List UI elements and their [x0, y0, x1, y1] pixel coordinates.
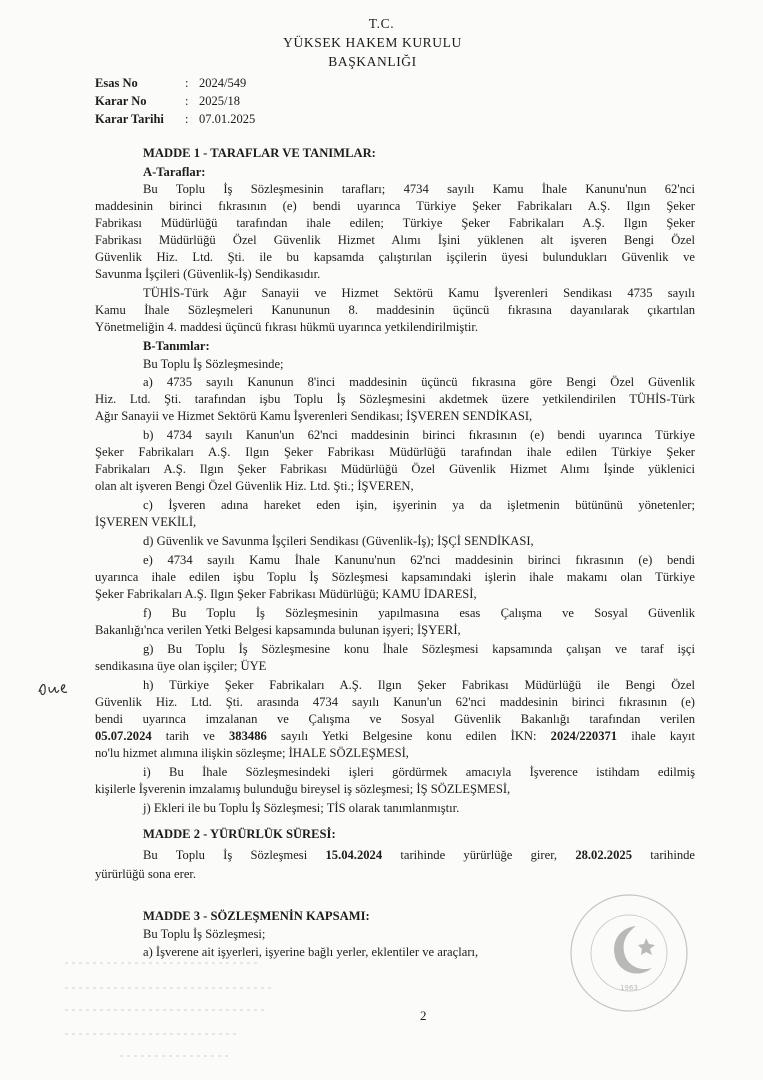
paragraph-line: Bu Toplu İş Sözleşmesi 15.04.2024 tarihinde yürürlüğe girer, 28.02.2025 tarihinde: [143, 848, 696, 862]
meta-label: Esas No: [95, 76, 138, 90]
meta-colon: :: [185, 76, 189, 90]
paragraph-line: yürürlüğü sona erer.: [95, 867, 197, 881]
paragraph-line: Kamu İhale Sözleşmeleri Kanununun 8. maddesinin üçüncü fıkrasına dayanılarak çıkartılan: [95, 303, 695, 317]
paragraph-line: Bu Toplu İş Sözleşmesi;: [143, 927, 266, 941]
definition-line: f) Bu Toplu İş Sözleşmesinin yapılmasına esas Çalışma ve Sosyal Güvenlik: [143, 606, 695, 620]
meta-row-tarih: [95, 110, 255, 128]
definition-line: Fabrikaları A.Ş. Ilgın Şeker Fabrikası Müdürlüğü Özel Güvenlik Hizmet Alımı İşinde yüklenici: [95, 462, 695, 476]
definition-line: kişilerle İşverenin imzalamış bulunduğu bireysel iş sözleşmesi; İŞ SÖZLEŞMESİ,: [95, 782, 511, 796]
paragraph-line: Yönetmeliğin 4. maddesi üçüncü fıkrası hükmü uyarınca yetkilendirilmiştir.: [95, 320, 478, 334]
case-metadata: [95, 74, 255, 128]
faint-bleed-through-text: [60, 948, 290, 1068]
official-seal: [566, 890, 692, 1016]
meta-value: 07.01.2025: [199, 112, 256, 126]
definition-line: b) 4734 sayılı Kanun'un 62'nci maddesinin birinci fıkrasının (e) bendi uyarınca Türkiye: [143, 428, 695, 442]
definition-line: Güvenlik Hiz. Ltd. Şti. arasında 4734 sayılı Kanun'un 62'nci maddesinin birinci fıkrasının (e): [95, 695, 695, 709]
definition-line: Ağır Sanayii ve Hizmet Sektörü Kamu İşverenleri Sendikası; İŞVEREN SENDİKASI,: [95, 409, 533, 423]
meta-colon: :: [185, 94, 189, 108]
page-number: 2: [420, 1008, 427, 1023]
definition-line: Hiz. Ltd. Şti. tarafından işbu Toplu İş Sözleşmesini akdetmek üzere yetkilendirilen TÜHİS-Türk: [95, 392, 695, 406]
definition-line: İŞVEREN VEKİLİ,: [95, 515, 197, 529]
subsection-title: B-Tanımlar:: [143, 339, 210, 353]
definition-line: Şeker Fabrikaları A.Ş. Ilgın Şeker Fabrikası Müdürlüğü; KAMU İDARESİ,: [95, 587, 477, 601]
header-institution: YÜKSEK HAKEM KURULU: [283, 35, 462, 50]
definition-line: sendikasına üye olan işçiler; ÜYE: [95, 659, 267, 673]
meta-label: Karar No: [95, 94, 147, 108]
paragraph-line: TÜHİS-Türk Ağır Sanayii ve Hizmet Sektörü Kamu İşverenleri Sendikası 4735 sayılı: [143, 286, 695, 300]
meta-row-karar: [95, 92, 255, 110]
definition-line: no'lu hizmet alımına ilişkin sözleşme; İHALE SÖZLEŞMESİ,: [95, 746, 409, 760]
paragraph-line: a) İşverene ait işyerleri, işyerine bağlı yerler, eklentiler ve araçları,: [143, 945, 479, 959]
paragraph-line: Fabrikası Müdürlüğü tarafından ihale edilen; Türkiye Şeker Fabrikaları A.Ş. Ilgın Şeker: [95, 216, 695, 230]
definition-line: Şeker Fabrikaları A.Ş. Ilgın Şeker Fabrikası Müdürlüğü tarafından ihale edilen Türkiye Şeker: [95, 445, 695, 459]
paragraph-line: Güvenlik Hiz. Ltd. Şti. ile bu kapsamda çalıştırılan işçilerin üyesi bulundukları Güvenlik ve: [95, 250, 695, 264]
definition-line: c) İşveren adına hareket eden işin, işyerinin ya da işletmenin bütününü yönetenler;: [143, 498, 695, 512]
subsection-title: A-Taraflar:: [143, 165, 206, 179]
header-presidency: BAŞKANLIĞI: [328, 54, 417, 69]
definition-line: g) Bu Toplu İş Sözleşmesine konu İhale Sözleşmesi kapsamında çalışan ve taraf işçi: [143, 642, 695, 656]
header-tc: T.C.: [368, 16, 395, 31]
handwritten-note: [36, 678, 76, 700]
definition-line: d) Güvenlik ve Savunma İşçileri Sendikası (Güvenlik-İş); İŞÇİ SENDİKASI,: [143, 534, 534, 548]
definition-line: i) Bu İhale Sözleşmesindeki işleri gördürmek amacıyla İşverence istihdam edilmiş: [143, 765, 695, 779]
definition-line: uyarınca ihale edilen işbu Toplu İş Sözleşmesi kapsamındaki işlerin ihale makamı olan Türkiye: [95, 570, 695, 584]
paragraph-line: Savunma İşçileri (Güvenlik-İş) Sendikasıdır.: [95, 267, 321, 281]
meta-value: 2025/18: [199, 94, 240, 108]
section-title: MADDE 2 - YÜRÜRLÜK SÜRESİ:: [143, 827, 336, 841]
paragraph-line: Fabrikası Müdürlüğü Özel Güvenlik Hizmet Alımı İşini yüklenen alt işveren Bengi Özel: [95, 233, 695, 247]
definition-line: Bu Toplu İş Sözleşmesinde;: [143, 357, 284, 371]
definition-line: olan alt işveren Bengi Özel Güvenlik Hiz. Ltd. Şti.; İŞVEREN,: [95, 479, 414, 493]
definition-line: Bakanlığı'nca verilen Yetki Belgesi kapsamında bulunan işyeri; İŞYERİ,: [95, 623, 461, 637]
meta-colon: :: [185, 112, 189, 126]
section-title: MADDE 3 - SÖZLEŞMENİN KAPSAMI:: [143, 909, 370, 923]
meta-label: Karar Tarihi: [95, 112, 164, 126]
svg-text:1963: 1963: [620, 984, 638, 992]
definition-line: 05.07.2024 tarih ve 383486 sayılı Yetki Belgesine konu edilen İKN: 2024/220371 ihale kayıt: [95, 729, 695, 743]
definition-line: h) Türkiye Şeker Fabrikaları A.Ş. Ilgın Şeker Fabrikası Müdürlüğü ile Bengi Özel: [143, 678, 695, 692]
definition-line: e) 4734 sayılı Kamu İhale Kanunu'nun 62'nci maddesinin birinci fıkrasının (e) bendi: [143, 553, 695, 567]
definition-line: bendi uyarınca imzalanan ve Çalışma ve Sosyal Güvenlik Bakanlığı tarafından verilen: [95, 712, 695, 726]
definition-line: j) Ekleri ile bu Toplu İş Sözleşmesi; TİS olarak tanımlanmıştır.: [143, 801, 460, 815]
paragraph-line: maddesinin birinci fıkrasının (e) bendi uyarınca Türkiye Şeker Fabrikaları A.Ş. Ilgın Şeker: [95, 199, 695, 213]
definition-line: a) 4735 sayılı Kanunun 8'inci maddesinin üçüncü fıkrasına göre Bengi Özel Güvenlik: [143, 375, 695, 389]
meta-value: 2024/549: [199, 76, 247, 90]
meta-row-esas: [95, 74, 255, 92]
section-title: MADDE 1 - TARAFLAR VE TANIMLAR:: [143, 146, 376, 160]
paragraph-line: Bu Toplu İş Sözleşmesinin tarafları; 4734 sayılı Kamu İhale Kanunu'nun 62'nci: [143, 182, 695, 196]
